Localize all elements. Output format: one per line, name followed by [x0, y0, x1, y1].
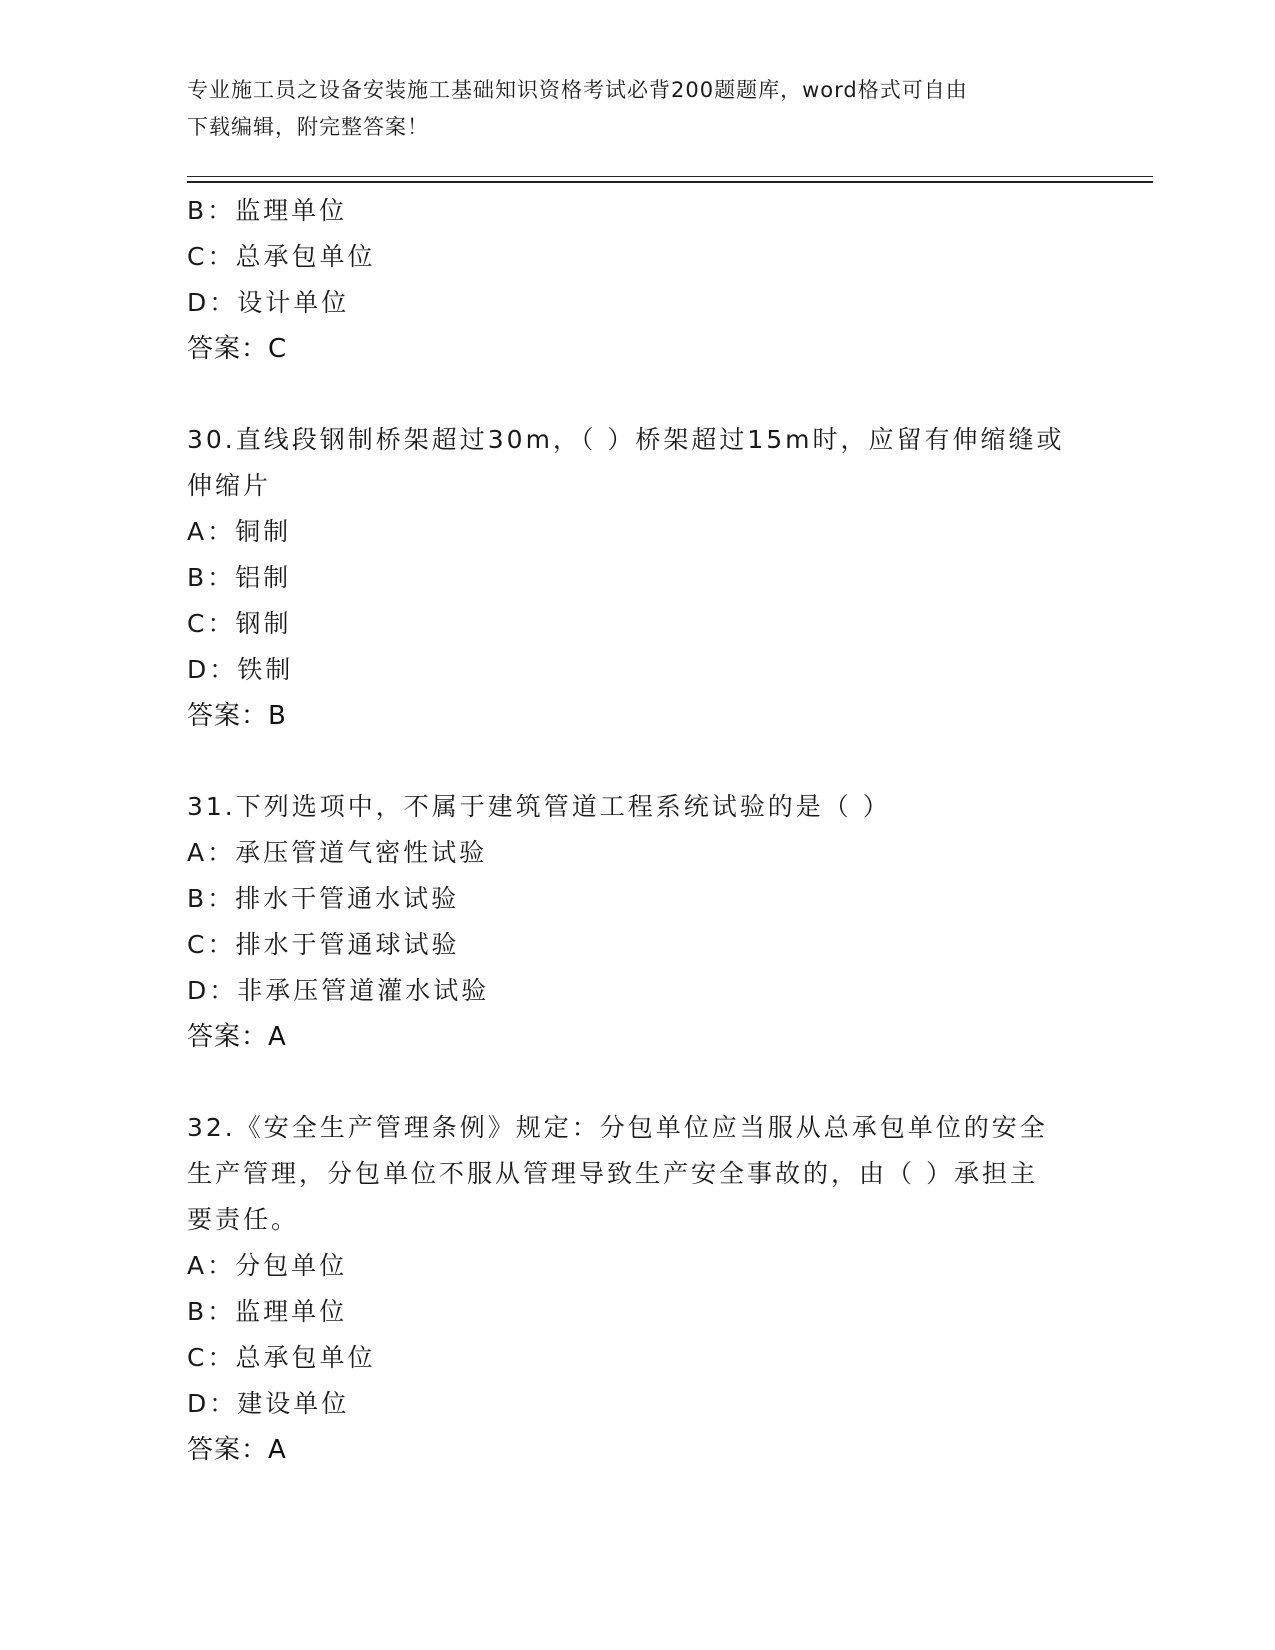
question-30	[187, 417, 1087, 739]
answer-line: 答案：C	[187, 334, 288, 364]
answer-line: 答案：A	[187, 1435, 287, 1465]
option-c: C：排水于管通球试验	[187, 930, 460, 959]
option-a: A：承压管道气密性试验	[187, 838, 488, 867]
option-d: D：铁制	[187, 655, 294, 684]
question-31	[187, 784, 1087, 1060]
answer-line: 答案：B	[187, 701, 287, 731]
answer-line: 答案：A	[187, 1022, 287, 1052]
header-divider-thin	[187, 176, 1153, 177]
question-29-tail	[187, 188, 1087, 372]
document-header	[187, 72, 1087, 146]
spacer	[187, 372, 1087, 417]
header-line-1: 专业施工员之设备安装施工基础知识资格考试必背200题题库，word格式可自由	[187, 78, 968, 102]
option-a: A：铜制	[187, 517, 292, 546]
option-c: C：总承包单位	[187, 242, 376, 271]
question-text-line-1: 32.《安全生产管理条例》规定：分包单位应当服从总承包单位的安全	[187, 1113, 1048, 1142]
option-b: B：排水干管通水试验	[187, 884, 460, 913]
question-text-line-2: 伸缩片	[187, 471, 272, 500]
question-text-line-3: 要责任。	[187, 1205, 300, 1234]
header-line-2: 下载编辑，附完整答案！	[187, 115, 429, 139]
question-text-line-1: 30.直线段钢制桥架超过30m，（ ）桥架超过15m时，应留有伸缩缝或	[187, 425, 1065, 454]
option-b: B：监理单位	[187, 196, 348, 225]
question-32	[187, 1105, 1087, 1473]
option-c: C：钢制	[187, 609, 292, 638]
option-d: D：设计单位	[187, 288, 350, 317]
question-text-line-2: 生产管理，分包单位不服从管理导致生产安全事故的，由（ ）承担主	[187, 1159, 1038, 1188]
option-c: C：总承包单位	[187, 1343, 376, 1372]
question-text-line-1: 31.下列选项中，不属于建筑管道工程系统试验的是（ ）	[187, 792, 891, 821]
option-a: A：分包单位	[187, 1251, 348, 1280]
question-content	[187, 188, 1087, 1473]
option-d: D：建设单位	[187, 1389, 350, 1418]
spacer	[187, 1060, 1087, 1105]
option-d: D：非承压管道灌水试验	[187, 976, 490, 1005]
header-divider-thick	[187, 181, 1153, 183]
option-b: B：监理单位	[187, 1297, 348, 1326]
spacer	[187, 739, 1087, 784]
option-b: B：铝制	[187, 563, 292, 592]
